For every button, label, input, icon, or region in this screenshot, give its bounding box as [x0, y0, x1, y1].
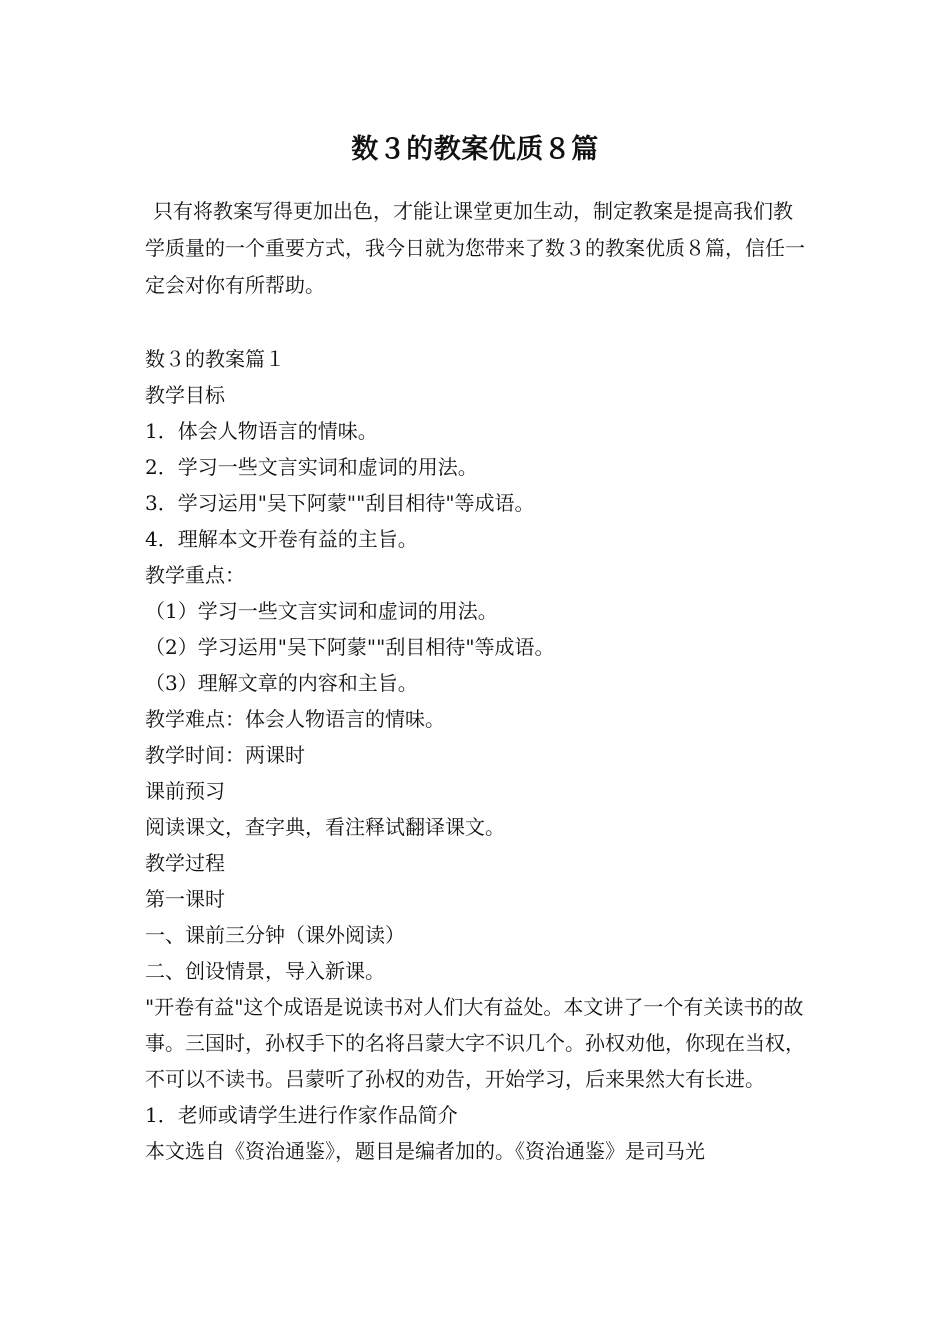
document-title: 数３的教案优质８篇	[351, 134, 599, 165]
text-line: 2．学习一些文言实词和虚词的用法。	[145, 455, 478, 479]
text-line: 教学难点：体会人物语言的情味。	[145, 707, 445, 731]
body-paragraph: "开卷有益"这个成语是说读书对人们大有益处。本文讲了一个有关读书的故事。三国时，孙权手下的名将吕蒙大字不识几个。孙权劝他，你现在当权，不可以不读书。吕蒙听了孙权的劝告，开始学习，后来果然大有长进。	[145, 995, 805, 1091]
text-line: 1．老师或请学生进行作家作品简介	[145, 1103, 458, 1127]
text-line: （3）理解文章的内容和主旨。	[145, 671, 418, 695]
text-line: 一、课前三分钟（课外阅读）	[145, 923, 405, 947]
text-line: 第一课时	[145, 887, 225, 911]
section-heading: 数３的教案篇１	[145, 347, 285, 371]
text-line: 教学时间：两课时	[145, 743, 305, 767]
document-body	[145, 341, 825, 1169]
text-line: 阅读课文，查字典，看注释试翻译课文。	[145, 815, 505, 839]
text-line: 二、创设情景，导入新课。	[145, 959, 385, 983]
text-line: 4．理解本文开卷有益的主旨。	[145, 527, 418, 551]
text-line: （2）学习运用"吴下阿蒙""刮目相待"等成语。	[145, 635, 555, 659]
intro-paragraph: 只有将教案写得更加出色，才能让课堂更加生动，制定教案是提高我们教学质量的一个重要方式，我今日就为您带来了数３的教案优质８篇，信任一定会对你有所帮助。	[145, 199, 805, 297]
text-line: 课前预习	[145, 779, 225, 803]
text-line: 1．体会人物语言的情味。	[145, 419, 378, 443]
text-line: 3．学习运用"吴下阿蒙""刮目相待"等成语。	[145, 491, 535, 515]
text-line: （1）学习一些文言实词和虚词的用法。	[145, 599, 498, 623]
text-line: 教学目标	[145, 383, 225, 407]
text-line: 教学过程	[145, 851, 225, 875]
text-line: 本文选自《资治通鉴》，题目是编者加的。《资治通鉴》是司马光	[145, 1139, 705, 1163]
text-line: 教学重点：	[145, 563, 245, 587]
